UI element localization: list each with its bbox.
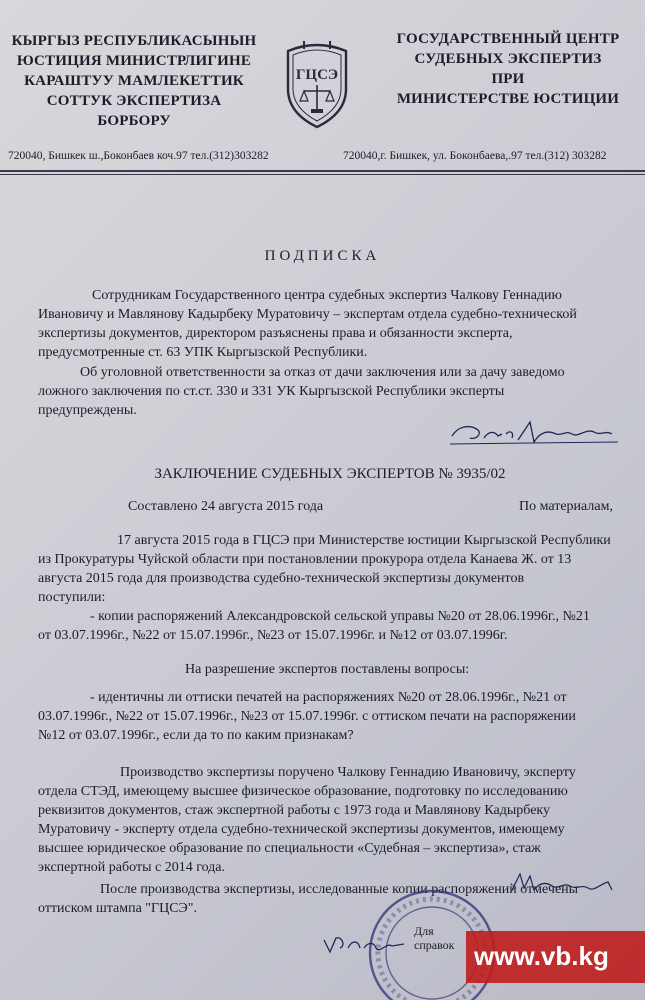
- subscription-line: предусмотренные ст. 63 УПК Кыргызской Республики.: [38, 345, 368, 360]
- conclusion-line: высшее юридическое образование по специальности «Судебная – экспертиза», стаж: [38, 841, 541, 856]
- conclusion-line: Производство экспертизы поручено Чалкову Геннадию Ивановичу, эксперту: [120, 765, 576, 780]
- header-left-block: [6, 31, 262, 131]
- watermark-banner: [466, 931, 645, 983]
- experts-signature: [448, 414, 628, 450]
- verify-signature: [322, 928, 412, 958]
- conclusion-line: реквизитов документов, стаж экспертной работы с 1973 года и Мавлянову Кадырбеку: [38, 803, 551, 818]
- stamp-note: [414, 924, 455, 952]
- question-line: - идентичны ли оттиски печатей на распоряжениях №20 от 28.06.1996г., №21 от: [90, 690, 567, 705]
- conclusion-line: - копии распоряжений Александровской сельской управы №20 от 28.06.1996г., №21: [90, 609, 590, 624]
- address-right: 720040,г. Бишкек, ул. Боконбаева,.97 тел.(312) 303282: [343, 150, 607, 162]
- header-left-line: СОТТУК ЭКСПЕРТИЗА: [46, 93, 222, 109]
- watermark-text: www.vb.kg: [474, 941, 609, 971]
- header-left-line: ЮСТИЦИЯ МИНИСТРЛИГИНЕ: [16, 53, 252, 69]
- header-right-line: МИНИСТЕРСТВЕ ЮСТИЦИИ: [396, 91, 620, 107]
- conclusion-line: поступили:: [38, 590, 106, 605]
- header-divider-thin: [0, 174, 645, 175]
- document-title: ПОДПИСКА: [264, 248, 381, 264]
- composed-date: Составлено 24 августа 2015 года: [128, 499, 324, 514]
- conclusion-line: оттиском штампа "ГЦСЭ".: [38, 901, 198, 916]
- question-line: №12 от 03.07.1996г., если да то по каким признакам?: [38, 728, 354, 743]
- header-right-line: ГОСУДАРСТВЕННЫЙ ЦЕНТР: [396, 31, 620, 47]
- conclusion-line: экспертной работы с 2014 года.: [38, 860, 226, 875]
- subscription-line: предупреждены.: [38, 403, 137, 418]
- question-line: 03.07.1996г., №22 от 15.07.1996г., №23 от 15.07.1996г. с оттиском печати на распоряжении: [38, 709, 576, 724]
- conclusion-line: После производства экспертизы, исследованные копии распоряжений отмечены: [100, 882, 579, 897]
- conclusion-line: 17 августа 2015 года в ГЦСЭ при Министерстве юстиции Кыргызской Республики: [117, 533, 611, 548]
- conclusion-line: отдела СТЭД, имеющему высшее физическое образование, подготовку по исследованию: [38, 784, 568, 799]
- stamp-note-line: справок: [414, 938, 455, 952]
- conclusion-line: из Прокуратуры Чуйской области при постановлении прокурора отдела Канаева Ж. от 13: [38, 552, 572, 567]
- stamp-note-line: Для: [414, 924, 434, 938]
- emblem-text: ГЦСЭ: [295, 67, 339, 83]
- gcse-emblem-logo: [282, 37, 352, 129]
- header-divider: [0, 170, 645, 172]
- subscription-line: экспертизы документов, директором разъяснены права и обязанности эксперта,: [38, 326, 513, 341]
- conclusion-line: от 03.07.1996г., №22 от 15.07.1996г., №23 от 15.07.1996г. и №12 от 03.07.1996г.: [38, 628, 508, 643]
- header-left-line: БОРБОРУ: [97, 113, 171, 129]
- address-left: 720040, Бишкек ш.,Боконбаев коч.97 тел.(312)303282: [8, 150, 269, 162]
- subscription-line: ложного заключения по ст.ст. 330 и 331 УК Кыргызской Республики эксперты: [38, 384, 505, 399]
- header-right-line: ПРИ: [491, 71, 525, 87]
- materials-label: По материалам,: [519, 499, 613, 514]
- questions-heading: На разрешение экспертов поставлены вопросы:: [185, 662, 470, 677]
- header-right-line: СУДЕБНЫХ ЭКСПЕРТИЗ: [414, 51, 602, 67]
- stamp-signature: [508, 868, 628, 898]
- subscription-line: Ивановичу и Мавлянову Кадырбеку Муратовичу – экспертам отдела судебно-технической: [38, 307, 577, 322]
- header-right-block: [386, 29, 630, 109]
- subscription-line: Об уголовной ответственности за отказ от дачи заключения или за дачу заведомо: [80, 365, 565, 380]
- header-left-line: КЫРГЫЗ РЕСПУБЛИКАСЫНЫН: [11, 33, 257, 49]
- subscription-line: Сотрудникам Государственного центра судебных экспертиз Чалкову Геннадию: [92, 288, 562, 303]
- conclusion-line: августа 2015 года для производства судебно-технической экспертизы документов: [38, 571, 525, 586]
- conclusion-title: ЗАКЛЮЧЕНИЕ СУДЕБНЫХ ЭКСПЕРТОВ № 3935/02: [154, 466, 506, 482]
- header-left-line: КАРАШТУУ МАМЛЕКЕТТИК: [24, 73, 244, 89]
- conclusion-line: Муратовичу - эксперту отдела судебно-технической экспертизы документов, имеющему: [38, 822, 565, 837]
